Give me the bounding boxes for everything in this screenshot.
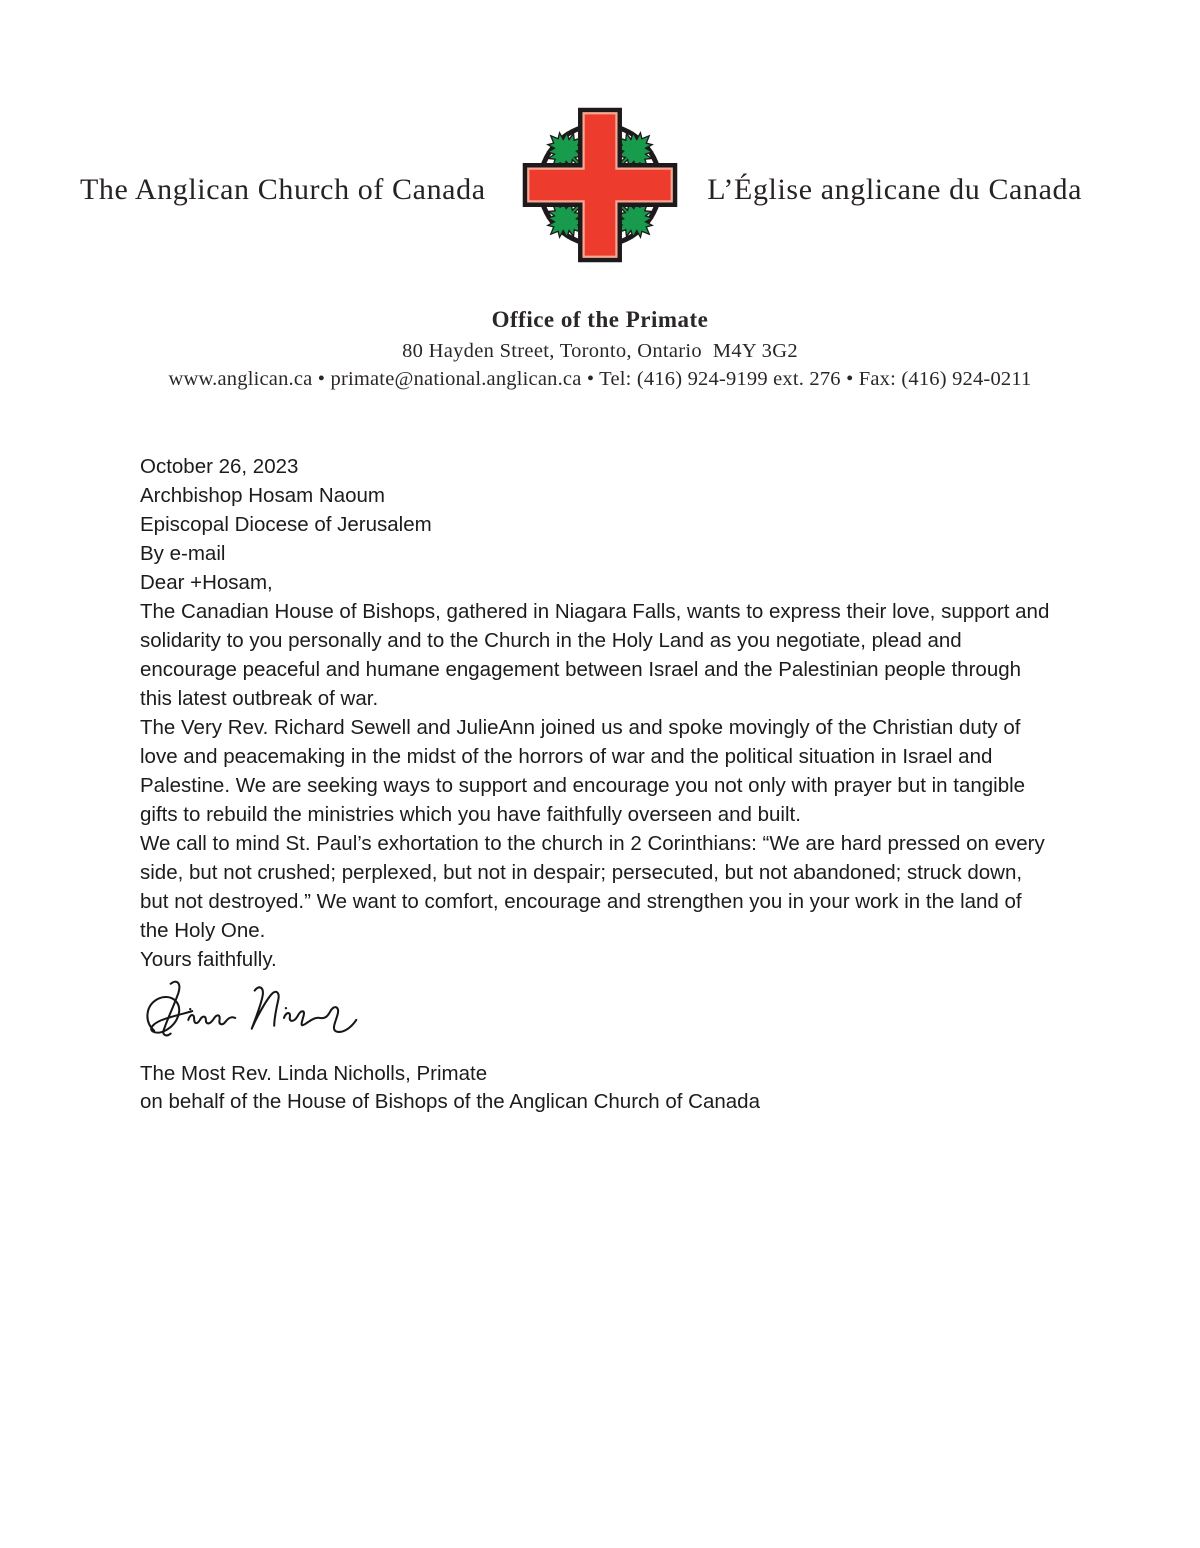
paragraph-1: The Canadian House of Bishops, gathered in Niagara Falls, wants to express their love, support and solidarity to you personally and to the Church in the Holy Land as you negotiate, plead and encourage peaceful and humane engagement between Israel and the Palestinian people through this latest outbreak of war. <box>140 600 1050 710</box>
letter-date: October 26, 2023 <box>140 455 299 478</box>
paragraph-3: We call to mind St. Paul’s exhortation to the church in 2 Corinthians: “We are hard pressed on every side, but not crushed; perplexed, but not in despair; persecuted, but not abandoned; struck down, but not destroyed.” We want to comfort, encourage and strengthen you in your work in the land of the Holy One. <box>140 832 1045 942</box>
contact-line: www.anglican.ca • primate@national.anglican.ca • Tel: (416) 924-9199 ext. 276 • Fax: (416) 924-0211 <box>168 368 1032 390</box>
delivery-method: By e-mail <box>140 542 226 565</box>
paragraph-2: The Very Rev. Richard Sewell and JulieAnn joined us and spoke movingly of the Christian duty of love and peacemaking in the midst of the horrors of war and the political situation in Israel and Palestine. We are seeking ways to support and encourage you not only with prayer but in tangible gifts to rebuild the ministries which you have faithfully overseen and built. <box>140 716 1026 826</box>
recipient-organization: Episcopal Diocese of Jerusalem <box>140 513 432 536</box>
org-name-french: L’Église anglicane du Canada <box>707 173 1082 206</box>
letter-body <box>140 452 1050 1116</box>
salutation: Dear +Hosam, <box>140 571 273 594</box>
closing-line: Yours faithfully. <box>140 948 277 971</box>
letterhead <box>0 0 1200 410</box>
office-title: Office of the Primate <box>491 307 709 332</box>
anglican-church-logo-icon <box>521 106 679 264</box>
signature-handwriting <box>140 974 1050 1058</box>
recipient-block <box>140 481 1050 539</box>
recipient-name: Archbishop Hosam Naoum <box>140 484 385 507</box>
signer-name: The Most Rev. Linda Nicholls, Primate <box>140 1062 488 1085</box>
signature-ink-icon <box>140 974 385 1058</box>
signoff-block <box>140 1060 1050 1116</box>
org-name-english: The Anglican Church of Canada <box>80 173 486 206</box>
street-address: 80 Hayden Street, Toronto, Ontario M4Y 3G2 <box>402 340 798 362</box>
signer-role: on behalf of the House of Bishops of the Anglican Church of Canada <box>140 1090 760 1113</box>
